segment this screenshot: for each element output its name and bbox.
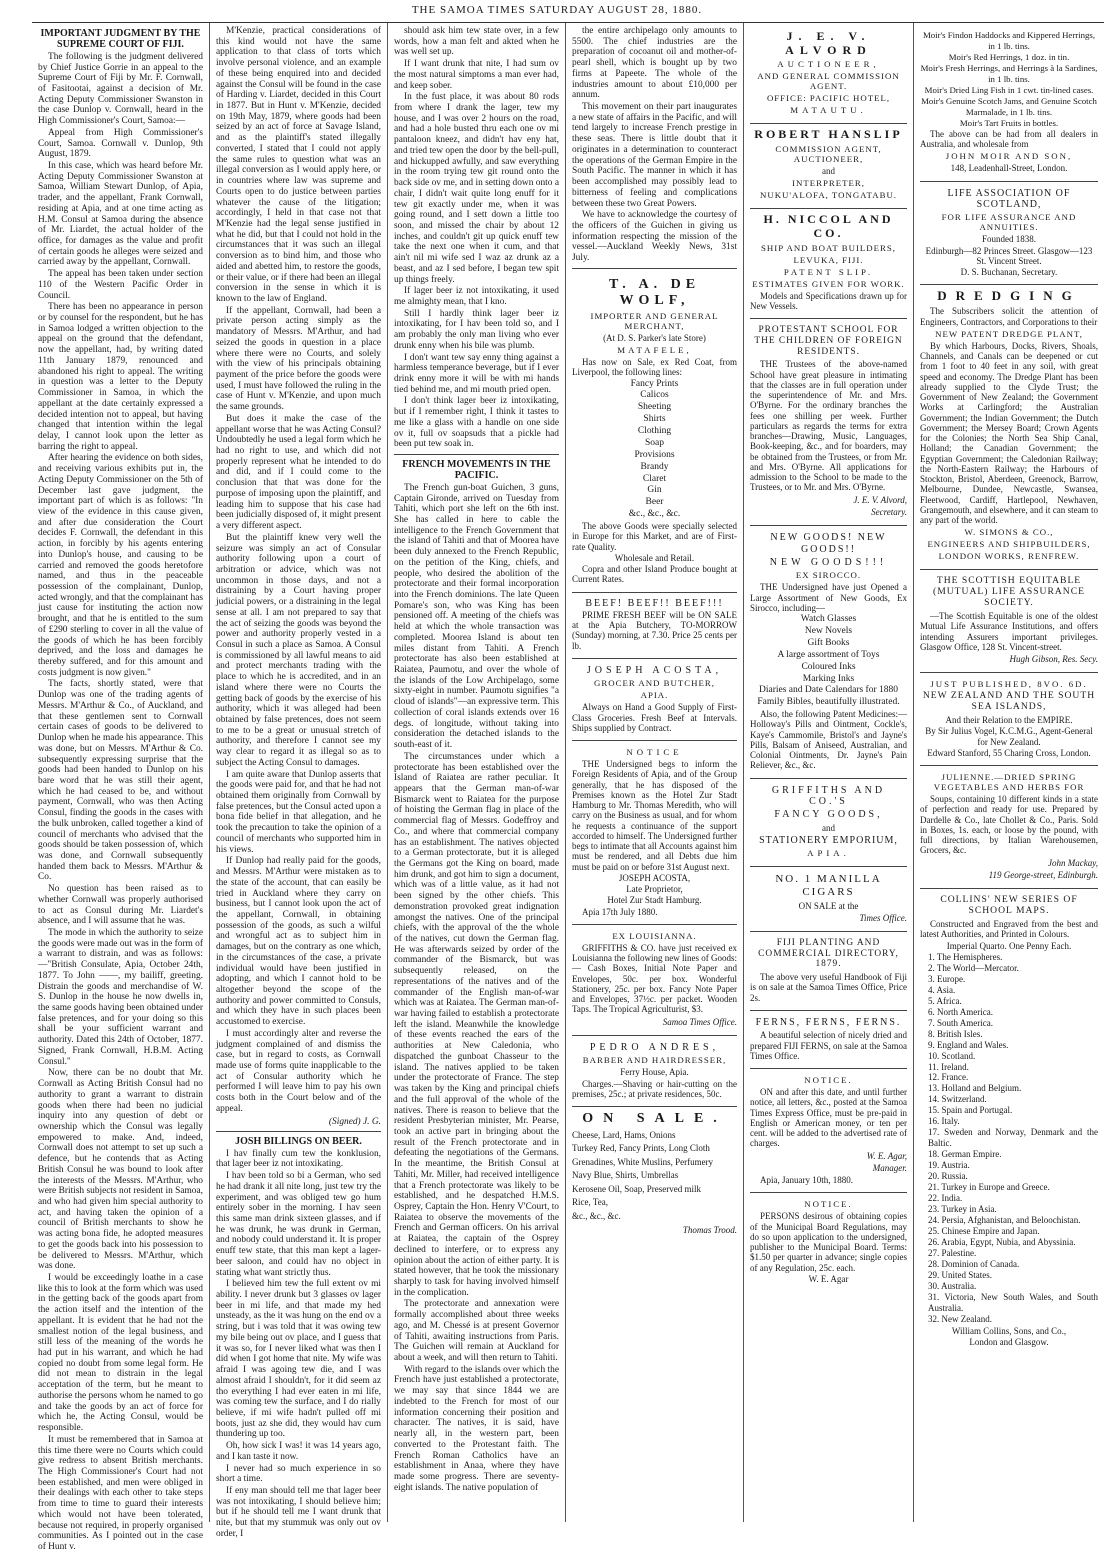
- ad-just-published: [920, 673, 1098, 766]
- paragraph: No question has been raised as to whether Cornwall was properly authorised to act as Consul during Mr. Liardet's absence, and I will assume that he was.: [38, 884, 203, 927]
- ad-published-pub: Edward Stanford, 55 Charing Cross, London.: [927, 747, 1091, 758]
- list-item: Cheese, Lard, Hams, Onions: [572, 1129, 676, 1140]
- notice-acosta-title: NOTICE: [626, 747, 683, 758]
- article-body-billings: [216, 1149, 381, 1540]
- list-item: 18. German Empire.: [928, 1149, 1002, 1160]
- list-item: A large assortment of Toys: [777, 649, 880, 660]
- ad-alvord-role: AUCTIONEER,: [777, 59, 880, 70]
- list-item: 14. Switzerland.: [928, 1094, 987, 1105]
- ad-moir-note: The above can be had from all dealers in Australia, and wholesale from: [920, 128, 1098, 150]
- ad-hanslip-name: ROBERT HANSLIP: [754, 127, 903, 142]
- list-item: 16. Italy.: [928, 1116, 960, 1127]
- ad-acosta-role: GROCER AND BUTCHER,: [594, 678, 715, 689]
- list-item: 15. Spain and Portugal.: [928, 1105, 1013, 1116]
- paragraph: In the fust place, it was about 80 rods from where I drank the lager, tew my house, and I was over 2 hours on the road, and had a hole busted thru each one ov mi pantaloon kneez, and didn't hav eny hat, and tried tew open the door by the bell-pull, and hickupped awfully, and saw everything in the room trying tew git round onto the back side ov me, and in setting down onto a chair, I didn't wait quite long enuff for it tew git exactly under me, when it was going round, and I sett down a little too soon, and missed the chair by about 12 inches, and couldn't git up quick enuff tew take the next one when it cum, and that ain't nil mi wife sed I waz az drunk az a beast, and az I sed before, I began tew spit up things freely.: [394, 92, 559, 285]
- list-item: Fancy Prints: [630, 378, 679, 389]
- ad-julienne-title: JULIENNE.—DRIED SPRING VEGETABLES AND HERBS FOR: [933, 772, 1085, 793]
- paragraph: After hearing the evidence on both sides, and receiving various exhibits put in, the Acting Deputy Commissioner on the 5th of December last gave judgment, the important part of which is as follows: "In view of the evidence in this cause given, and after due consideration the Court decides F. Cornwall, the defendant in this action, in forcibly by his agents entering into Dunlop's house, and causing to be carried and removed the goods heretofore named, and thus in the peaceable possession of the complainant, Dunlop, acted wrongly, and that the complainant has just cause for instituting the action now brought, and that he is entitled to the sum of £290 sterling to cover in all the value of the goods of which he has been forcibly deprived, and the loss and damages he thereby suffered, and for this amount and costs judgment is now given.": [38, 453, 203, 678]
- ad-pedro-place: Ferry House, Apia.: [620, 1067, 689, 1078]
- ad-school-sign2: Secretary.: [871, 506, 907, 517]
- notice-postage-date: Apia, January 10th, 1880.: [760, 1175, 853, 1186]
- ad-new-goods: [750, 526, 907, 778]
- ad-on-sale-items: [572, 1129, 737, 1224]
- ad-moir: [920, 26, 1098, 182]
- list-item: &c., &c., &c.: [572, 1210, 621, 1221]
- list-item: Sheeting: [637, 402, 672, 413]
- paragraph: I never had so much experience in so short a time.: [216, 1463, 381, 1485]
- divider: [216, 1131, 381, 1132]
- ad-de-wolf: [572, 273, 737, 593]
- ad-on-sale-title: ON SALE.: [582, 1111, 727, 1127]
- ad-life-title: LIFE ASSOCIATION OF SCOTLAND,: [947, 187, 1071, 211]
- list-item: 12. France.: [928, 1072, 969, 1083]
- notice-postage-title: NOTICE.: [804, 1075, 853, 1086]
- paragraph: The mode in which the authority to seize the goods were made out was in the form of a warrant to distrain, and was as follows:—"British Consulate, Apia, October 24th, 1877. To John ——, my bailiff, greeting. Distrain the goods and merchandise of W. S. Dunlop in the house he now dwells in, the same goods having been obtained under false pretences, and for your doing so this shall be your sufficient warrant and authority. Dated this 24th of October, 1877. Signed, Frank Cornwall, H.B.M. Acting Consul.": [38, 928, 203, 1067]
- divider: [572, 268, 737, 269]
- paragraph: I don't want tew say enny thing against a harmless temperance beverage, but if I ever drink enny more it will be with mi hands tied behind me, and mi mouth pried open.: [394, 352, 559, 395]
- ad-niccol: [750, 209, 907, 319]
- paragraph: I believed him tew the full extent ov mi ability. I never drunk but 3 glasses ov lager beer in mi life, and that made my hed unsteady, as the it was hung on the end ov a string, but i was told that it was owing tew my bile being out ov place, and I guess that it was so, for I never liked what was then I did when I got home that nite. My wife was afraid I was agoing tew die, and I was almost afraid I shouldn't, for it did seem az tho everything I had ever eaten in mi life, was coming tew the surface, and I do rially believe, if mi wife hadn't pulled off mi boots, just az she did, they would hav cum thundering up too.: [216, 1279, 381, 1440]
- list-item: Beer: [645, 497, 664, 508]
- ad-school-body: THE Trustees of the above-named School have great pleasure in intimating that the classes are in full operation under the superintendence of Mr. and Mrs. O'Byrne. For the ordinary branches the fees one shilling per week. Further particulars as regards the terms for extra branches—Drawing, Music, Languages, Book-keeping, &c., and for boarders, may be obtained from the Trustees, or from Mr. and Mrs. O'Byrne. All applications for admission to the School to be made to the Trustees, or to Mr. and Mrs. O'Byrne.: [750, 359, 907, 493]
- ad-ferns-title: FERNS, FERNS, FERNS.: [755, 1016, 902, 1028]
- notice-regulations-sign: W. E. Agar: [808, 1273, 849, 1284]
- list-item: Calicos: [640, 390, 669, 401]
- list-item: 20. Russia.: [928, 1171, 968, 1182]
- ad-dredging-body: By which Harbours, Docks, Rivers, Shoals, Channels, and Canals can be deepened or cut from 1 foot to 40 feet in any soil, with great speed and economy. The Dredge Plant has been already supplied to the Clyde Trust; the Government of New Zealand; the Government Works at Carlingford; the Australian Government; the Indian Government; the Dutch Government; the Mersey Board; Crown Agents for the Colonies; the North Sea Ship Canal, Holland; the Canadian Government; the Egyptian Government; the Caledonian Railway; the North-Eastern Railway; the Harbours of Stockton, Bristol, Aberdeen, Greenock, Barrow, Melbourne, Dundee, Newcastle, Swansea, Fleetwood, Cardiff, Hartlepool, Newhaven, Grangemouth, and elsewhere, and it can steam to any part of the world.: [920, 340, 1098, 526]
- ad-published-author: By Sir Julius Vogel, K.C.M.G., Agent-General for New Zealand.: [925, 726, 1093, 747]
- ad-hanslip-role: COMMISSION AGENT, AUCTIONEER,: [775, 144, 882, 165]
- ad-julienne-body: Soups, containing 10 different kinds in a state of perfection and ready for use. Prepared by Dardelle & Co., late Chollet & Co., Paris. Sold in Boxes, 1s. each, or loose by the pound, with full directions, by Italian Warehousemen, Grocers, &c.: [920, 794, 1098, 856]
- ad-beef-headline: BEEF! BEEF!! BEEF!!!: [585, 597, 724, 609]
- ad-directory-title: FIJI PLANTING AND COMMERCIAL DIRECTORY, 1879.: [758, 938, 899, 970]
- list-item: 17. Sweden and Norway, Denmark and the Baltic.: [928, 1127, 1098, 1149]
- ad-cigars-title: NO. 1 MANILLA CIGARS: [775, 873, 882, 899]
- notice-regulations: [750, 1193, 907, 1284]
- ad-griffiths-line2: FANCY GOODS,: [774, 809, 883, 821]
- list-item: Moir's Red Herrings, 1 doz. in tin.: [948, 51, 1070, 62]
- notice-acosta-sign3: Hotel Zur Stadt Hamburg.: [607, 895, 702, 906]
- newspaper-page: [32, 22, 1104, 1552]
- ad-new-goods-also: Also, the following Patent Medicines:—Holloway's Pills and Ointment, Cockle's, Kaye's Cammomile, Bristol's and Jayne's Pills, Balsam of Aniseed, Australian, and Colonial Ointments, Dr. Jayne's Pain Reliever, &c., &c.: [750, 709, 907, 771]
- notice-regulations-title: NOTICE.: [804, 1199, 853, 1210]
- notice-postage-sign: W. E. Agar,: [866, 1150, 907, 1161]
- article-body-french: [394, 483, 559, 1494]
- list-item: 7. South America.: [928, 1017, 993, 1028]
- paragraph: The following is the judgment delivered by Chief Justice Gorrie in an appeal to the Supreme Court of Fiji by Mr. F. Cornwall, of Fasitootai, against a decision of Mr. Acting Deputy Commissioner Swanston in the case Dunlop v. Cornwall, heard in the High Commissioner's Court, Samoa:—: [38, 51, 203, 127]
- ad-julienne-addr: 119 George-street, Edinburgh.: [988, 869, 1098, 880]
- divider: [394, 454, 559, 455]
- list-item: 29. United States.: [928, 1269, 992, 1280]
- list-item: 25. Chinese Empire and Japan.: [928, 1226, 1040, 1237]
- list-item: 22. India.: [928, 1193, 963, 1204]
- ad-collins-title: COLLINS' NEW SERIES OF SCHOOL MAPS.: [940, 894, 1078, 917]
- list-item: 13. Holland and Belgium.: [928, 1083, 1022, 1094]
- ad-acosta-body: Always on Hand a Good Supply of First-Class Groceries. Fresh Beef at Intervals. Ships supplied by Contract.: [572, 702, 737, 733]
- ad-de-wolf-terms: Wholesale and Retail.: [614, 552, 695, 563]
- ad-equitable-title: THE SCOTTISH EQUITABLE (MUTUAL) LIFE ASSURANCE SOCIETY.: [933, 575, 1085, 609]
- ad-dredging-role: ENGINEERS AND SHIPBUILDERS,: [927, 539, 1091, 550]
- list-item: 5. Africa.: [928, 995, 962, 1006]
- ad-griffiths-line3: STATIONERY EMPORIUM,: [759, 835, 898, 847]
- ad-equitable-body: —The Scottish Equitable is one of the oldest Mutual Life Assurance Institutions, and offers intending Assurers important privileges. Glasgow Office, 128 St. Vincent-street.: [920, 611, 1098, 652]
- judgment-signature: (Signed) J. G.: [328, 1116, 381, 1127]
- ad-new-goods-items: [750, 614, 907, 709]
- list-item: 28. Dominion of Canada.: [928, 1258, 1020, 1269]
- notice-regulations-body: PERSONS desirous of obtaining copies of the Municipal Board Regulations, may do so upon application to the undersigned, publisher to the Municipal Board. Terms: $1.50 per quarter in advance; single copies of any Regulation, 25c. each.: [750, 1211, 907, 1273]
- masthead: THE SAMOA TIMES SATURDAY AUGUST 28, 1880.: [411, 4, 703, 16]
- article-title-french: FRENCH MOVEMENTS IN THE PACIFIC.: [402, 459, 551, 482]
- article-body-judgment-cont: [216, 26, 381, 1115]
- list-item: 3. Europe.: [928, 973, 966, 984]
- paragraph: Oh, how sick I was! it was 14 years ago, and I kan taste it now.: [216, 1441, 381, 1462]
- ad-cigars-sign: Times Office.: [859, 912, 907, 923]
- list-item: 9. England and Wales.: [928, 1039, 1009, 1050]
- article-title-billings: JOSH BILLINGS ON BEER.: [235, 1136, 362, 1148]
- ad-dredging-plant: NEW PATENT DREDGE PLANT,: [935, 328, 1083, 339]
- ad-de-wolf-items: [572, 379, 737, 522]
- ad-niccol-slip: PATENT SLIP.: [783, 266, 874, 277]
- french-article-end-1: the entire archipelago only amounts to 5500. The chief industries are the preparation of cocoanut oil and mother-of-pearl shell, which is bought up by two firms at Papeete. The whole of the industries amount to about £10,000 per annum.: [572, 26, 737, 101]
- ad-new-goods-sub: EX SIROCCO.: [795, 570, 862, 581]
- paragraph: The circumstances under which a protectorate has been established over the Island of Raiatea are rather peculiar. It appears that the German man-of-war Bismarck went to Raiatea for the purpose of hoisting the German flag in place of the commercial flag of Messrs. Godeffroy and Co., and where that commercial company has an establishment. The natives objected to a German protectorate, but it is alleged the Germans got the King on board, made him drunk, and got him to sign a document, which was of a little value, as it had not been signed by the other chiefs. This demonstration provoked great indignation amongst the natives. One of the principal chiefs, with the approval of the the whole of the natives, cut down the German flag. He was afterwards seized by order of the commander of the Bismarck, but was subsequently released, on the representations of the natives and of the commander of the English man-of-war which was at Raiatea. The German man-of-war having failed to establish a protectorate left the island. Meanwhile the knowledge of these events reached the ears of the authorities at New Caledonia, who dispatched the gunboat Chasseur to the island. The natives applied to be taken under the protectorate of France. The step was taken by the King and principal chiefs and the full approval of the whole of the natives. There is reason to believe that the resident Presbyterian minister, Mr. Pearse, took an active part in bringing about the result of the French protectorate and in defeating the negotiations of the Germans. In the meantime, the British Consul at Tahiti, Mr. Miller, had received intelligence that a French protectorate was likely to be established, and he despatched H.M.S. Osprey, Captain the Hon. Henry V'Court, to Raiatea to observe the movements of the French and German officers. On his arrival at Raiatea, the captain of the Osprey declined to interfere, or to express any opinion about the action of either party. It is stated however, that he took the missionary sharply to task for having involved himself in the complication.: [394, 751, 559, 1298]
- paragraph: I hav finally cum tew the konklusion, that lager beer iz not intoxikating.: [216, 1148, 381, 1170]
- notice-acosta-date: Apia 17th July 1880.: [582, 906, 658, 917]
- ad-hanslip-and: and: [822, 166, 835, 177]
- list-item: New Novels: [804, 626, 853, 637]
- paragraph: The French gun-boat Guichen, 3 guns, Captain Gironde, arrived on Tuesday from Tahiti, which port she left on the 6th inst. She has called in here to cable the intelligence to the French Government that the island of Tahiti and that of Moorea have been duly annexed to the French Republic, on the petition of the King, chiefs, and people, who desired the abolition of the protectorate and their formal incorporation into the French dominions. The late Queen Pomare's son, who was King has been pensioned off. A meeting of the chiefs was held at which the whole transaction was completed. Moorea Island is about ten miles distant from Tahiti. A French protectorate has also been established at Raiatea, Paumotu, and over the whole of the islands of the Low Archipelago, some sixty-eight in number. Paumotu signifies "a cloud of islands"—an expressive term. This collection of coral islands extends over 16 degs. of longitude, without taking into consideration the detached islands to the south-east of it.: [394, 482, 559, 751]
- ad-griffiths: [750, 779, 907, 868]
- ad-new-goods-intro: THE Undersigned have just Opened a Large Assortment of New Goods, Ex Sirocco, including—: [750, 582, 907, 613]
- paragraph: I would be exceedingly loathe in a case like this to look at the form which was used in the getting back of the goods apart from the action itself and the intention of the appellant. It is evident that he had not the smallest notion of the legal business, and still less of the meaning of the words he had put in his warrant, and which he had copied no doubt from some legal form. He did not mean to distrain in the legal acceptation of the term, but he meant to authorise the persons whom he named to go and take the goods by an act of force for which he, the Acting Consul, would be responsible.: [38, 1273, 203, 1434]
- list-item: 31. Victoria, New South Wales, and South Australia.: [928, 1291, 1098, 1313]
- ad-published-book: NEW ZEALAND AND THE SOUTH SEA ISLANDS,: [922, 690, 1096, 713]
- paragraph: Appeal from High Commissioner's Court, Samoa. Cornwall v. Dunlop, 9th August, 1879.: [38, 127, 203, 160]
- article-body-judgment: [38, 52, 203, 1553]
- ad-hanslip-place: NUKU'ALOFA, TONGATABU.: [760, 190, 897, 201]
- list-item: Moir's Tart Fruits in bottles.: [959, 117, 1059, 128]
- list-item: Clothing: [637, 426, 672, 437]
- ad-julienne: [920, 766, 1098, 889]
- paragraph: I hav been told so bi a German, who sed he had drank it all nite long, just tew try the experiment, and was obliged tew go hum entirely sober in the morning. I hav seen this same man drink sixteen glasses, and if he was drunk, he was drunk in German, and nobody could understand it. It is proper enuff tew state, that this man kept a lager-beer saloon, and could hav no object in stating what want strictly thus.: [216, 1171, 381, 1278]
- ad-collins-map-list: [920, 952, 1098, 1325]
- ad-school-title: PROTESTANT SCHOOL FOR THE CHILDREN OF FOREIGN RESIDENTS.: [754, 325, 903, 357]
- list-item: Claret: [642, 473, 667, 484]
- paragraph: There has been no appearance in person or by counsel for the respondent, but he has in Samoa lodged a written objection to the appeal on the ground that the defendant, now the appellant, had, by writing dated 11th January 1879, renounced and abandoned his right to appeal. The writing in question was a letter to the Deputy Commissioner in Samoa, in which the appellant at the date certainly expressed a decided intention not to appeal, but having changed that intention within the legal delay, I cannot look upon the letter as barring the right to appeal.: [38, 302, 203, 452]
- ad-de-wolf-address: (At D. S. Parker's late Store): [603, 332, 706, 343]
- ad-life-association: [920, 182, 1098, 286]
- ad-griffiths-place: APIA.: [807, 848, 850, 859]
- ad-moir-items: [920, 30, 1098, 129]
- list-item: Grenadines, White Muslins, Perfumery: [572, 1156, 714, 1167]
- ad-cigars: [750, 867, 907, 932]
- ad-collins-addr: London and Glasgow.: [969, 1337, 1049, 1347]
- ad-de-wolf-place: MATAFELE,: [617, 345, 692, 355]
- ad-dredging-intro: The Subscribers solicit the attention of Engineers, Contractors, and Corporations to their: [920, 306, 1098, 327]
- paragraph: I am quite aware that Dunlop asserts that the goods were paid for, and that he had not obtained them originally from Cornwall by false pretences, but the Consul acted upon a bona fide belief in that allegation, and he took the precaution to take the opinion of a council of merchants who supported him in his views.: [216, 769, 381, 855]
- ad-hanslip: [750, 124, 907, 209]
- list-item: Moir's Dried Ling Fish in 1 cwt. tin-lined cases.: [924, 84, 1094, 95]
- notice-acosta-sign2: Late Proprietor,: [626, 884, 683, 895]
- ad-directory-body: The above very useful Handbook of Fiji is on sale at the Samoa Times Office, Price 2s.: [750, 972, 907, 1003]
- list-item: Diaries and Date Calendars for 1880: [758, 685, 899, 696]
- ad-acosta: [572, 659, 737, 741]
- list-item: 6. North America.: [928, 1006, 993, 1017]
- paragraph: The appeal has been taken under section 110 of the Western Pacific Order in Council.: [38, 269, 203, 301]
- ad-de-wolf-role: IMPORTER AND GENERAL MERCHANT,: [590, 310, 719, 331]
- ad-moir-addr: 148, Leadenhall-Street, London.: [950, 163, 1068, 174]
- list-item: 32. New Zealand.: [928, 1313, 992, 1324]
- list-item: 19. Austria.: [928, 1160, 970, 1171]
- ad-cigars-body: ON SALE at the: [798, 900, 859, 911]
- list-item: Gift Books: [807, 637, 850, 648]
- french-article-end-3: We have to acknowledge the courtesy of the officers of the Guichen in giving us information respecting the mission of the vessel.—Auckland Weekly News, 31st July.: [572, 210, 737, 264]
- list-item: Coloured Inks: [801, 661, 856, 672]
- ad-de-wolf-note: The above Goods were specially selected in Europe for this Market, and are of First-rate Quality.: [572, 521, 737, 552]
- ad-moir-firm: JOHN MOIR AND SON,: [945, 151, 1073, 162]
- list-item: Moir's Genuine Scotch Jams, and Genuine Scotch Marmalade, in 1 lb. tins.: [921, 95, 1097, 117]
- column-3: [388, 23, 566, 1522]
- column-2: [210, 23, 388, 1539]
- list-item: Provisions: [634, 449, 675, 460]
- column-5: [744, 23, 914, 1522]
- ad-life-addr: Edinburgh—82 Princes Street. Glasgow—123 St. Vincent Street.: [925, 245, 1093, 266]
- paragraph: If I want drunk that nite, I had sum ov the most natural simptoms a man ever had, and keep sober.: [394, 59, 559, 91]
- ad-on-sale: [572, 1107, 737, 1236]
- ad-niccol-name: H. NICCOL AND CO.: [763, 212, 894, 241]
- list-item: 27. Palestine.: [928, 1247, 977, 1258]
- column-4: [566, 23, 744, 1522]
- ad-life-sign: D. S. Buchanan, Secretary.: [960, 267, 1058, 278]
- list-item: 8. British Isles.: [928, 1028, 983, 1039]
- ad-pedro-role: BARBER AND HAIRDRESSER,: [582, 1055, 727, 1066]
- ad-dredging-addr: LONDON WORKS, RENFREW.: [938, 551, 1080, 562]
- ad-louisianna: [572, 925, 737, 1036]
- ad-niccol-models: Models and Specifications drawn up for New Vessels.: [750, 290, 907, 312]
- ad-collins-size: Imperial Quarto. One Penny Each.: [946, 940, 1072, 951]
- ad-acosta-name: JOSEPH ACOSTA,: [586, 664, 723, 676]
- ad-collins-firm: William Collins, Sons, and Co.,: [951, 1325, 1067, 1336]
- article-title-judgment: IMPORTANT JUDGMENT BY THE SUPREME COURT OF FIJI.: [40, 28, 201, 51]
- notice-acosta-sign: JOSEPH ACOSTA,: [618, 872, 691, 883]
- list-item: Soap: [645, 437, 664, 448]
- ad-griffiths-name: GRIFFITHS AND CO.'S: [771, 784, 886, 808]
- list-item: Gin: [647, 485, 662, 496]
- ad-ferns: [750, 1011, 907, 1069]
- ad-niccol-est: ESTIMATES GIVEN FOR WORK.: [752, 278, 905, 289]
- list-item: &c., &c., &c.: [628, 509, 681, 520]
- list-item: Shirts: [643, 414, 666, 425]
- article-body-billings-cont: [394, 26, 559, 450]
- paragraph: If the appellant, Cornwall, had been a private person acting simply as the mandatory of Messrs. M'Arthur, and had seized the goods in question in a place where there were no Courts, and solely with the view of his principals obtaining payment of the price before the goods were used, I must have followed the ruling in the case of Hunt v. M'Kenzie, and upon much the same grounds.: [216, 305, 381, 413]
- ad-scottish-equitable: [920, 570, 1098, 673]
- list-item: Moir's Findon Haddocks and Kippered Herrings, in 1 lb. tins.: [922, 30, 1096, 51]
- list-item: 4. Asia.: [928, 984, 956, 995]
- ad-school: [750, 319, 907, 526]
- paragraph: M'Kenzie, practical considerations of this kind would not have the same application to that class of torts which involve personal violence, and an example of these being enquired into and decided against the Consul will be found in the case of Harding v. Liardet, decided in this Court in 1877. But in Hunt v. M'Kenzie, decided on 19th May, 1879, where goods had been seized by an act of force at Savage Island, and as the plaintiff's stated illegally converted, I stated that I could not apply the same rules to question what was an illegal conversion as I would apply here, or in countries where law was supreme and Courts open to do justice between parties whatever the cause of the litigation; accordingly, I held in that case not that M'Kenzie had the legal sense justified in what he did, but that I could not hold in the circumstances that it was such an illegal conversion as to bind him, and those who aided and abetted him, to restore the goods, or their value, or if there had been an illegal conversion in the sense in which it is known to the law of England.: [216, 26, 381, 304]
- paragraph: With regard to the islands over which the French have just established a protectorate, we may say that since 1844 we are indebted to the French for most of our information concerning their position and character. The natives, it is said, have nearly all, in the western part, been converted to the Protestant faith. The French Roman Catholics have an establishment in Anaa, where they have made some progress. There are seventy-eight islands. The native population of: [394, 1364, 559, 1493]
- ad-published-title: JUST PUBLISHED, 8VO. 6D.: [930, 679, 1088, 690]
- list-item: Turkey Red, Fancy Prints, Long Cloth: [572, 1143, 710, 1154]
- ad-pedro-body: Charges.—Shaving or hair-cutting on the premises, 25c.; at private residences, 50c.: [572, 1078, 737, 1099]
- ad-published-sub: And their Relation to the EMPIRE.: [945, 715, 1073, 726]
- ad-louisianna-title: EX LOUISIANNA.: [612, 930, 697, 941]
- ad-new-goods-title: NEW GOODS! NEW GOODS!!: [770, 532, 887, 555]
- ad-louisianna-body: GRIFFITHS & CO. have just received ex Louisianna the following new lines of Goods:— Cash Boxes, Initial Note Paper and Envelopes, 50c. per box. Wonderful Stationery, 25c. per box. Fancy Note Paper and Envelopes, 37½c. per packet. Wooden Taps. The Tropical Agriculturist, $3.: [572, 942, 737, 1015]
- french-article-end-2: This movement on their part inaugurates a new state of affairs in the Pacific, and will tend largely to increase French prestige in these seas. There is little doubt that it originates in a determination to counteract the operations of the German Empire in the South Pacific. The manner in which it has been accomplished may possibly lead to bitterness of feeling and complications between these two Great Powers.: [572, 102, 737, 209]
- list-item: Marking Inks: [802, 673, 855, 684]
- list-item: Rice, Tea,: [572, 1197, 608, 1208]
- list-item: Kerosene Oil, Soap, Preserved milk: [572, 1183, 701, 1194]
- notice-acosta-body: THE Undersigned begs to inform the Foreign Residents of Apia, and of the Group generally, that he has disposed of the Premises known as the Hotel Zur Stadt Hamburg to Mr. Thomas Meredith, who will carry on the Business as usual, and for whom he requests a continuance of the support accorded to himself. The Undersigned further begs to intimate that all Accounts against him must be rendered, and all Debts due him must be paid on or before 31st August next.: [572, 759, 737, 872]
- list-item: 2. The World—Mercator.: [928, 962, 1019, 973]
- paragraph: should ask him tew state over, in a few words, how a man felt and akted when he was well set up.: [394, 26, 559, 58]
- paragraph: If lager beer iz not intoxikating, it used me almighty mean, that I kno.: [394, 286, 559, 307]
- list-item: Brandy: [640, 461, 669, 472]
- paragraph: I must accordingly alter and reverse the judgment complained of and dismiss the case, but in regard to costs, as Cornwall made use of forms quite inapplicable to the act of Consular authority which he performed I will leave him to pay his own costs both in the Court below and of the appeal.: [216, 1028, 381, 1114]
- ad-hanslip-role2: INTERPRETER,: [792, 178, 865, 189]
- list-item: 30. Australia.: [928, 1280, 977, 1291]
- ad-equitable-sign: Hugh Gibson, Res. Secy.: [1009, 654, 1098, 665]
- ad-alvord-role2: AND GENERAL COMMISSION AGENT.: [757, 71, 900, 92]
- ad-niccol-role: SHIP AND BOAT BUILDERS,: [761, 242, 896, 253]
- ad-alvord-name: J. E. V. ALVORD: [785, 29, 872, 57]
- ad-pedro-name: PEDRO ANDRES,: [589, 1041, 720, 1053]
- ad-life-founded: Founded 1838.: [982, 234, 1036, 245]
- ad-julienne-sign: John Mackay,: [1048, 857, 1098, 868]
- paragraph: But the plaintiff knew very well the seizure was simply an act of Consular authority following upon a court of arbitration or advice, which was not uncommon in those days, and not a distraining by a Court having proper judicial powers, or a distraining in the legal sense at all. I am not prepared to say that the act of seizing the goods was beyond the power and authority properly vested in a Consul in such a place as Samoa. A Consul is commissioned by all lawful means to aid and protect merchants trading with the place to which he is accredited, and in an island where there were no Courts the getting back of goods by the exercise of his authority, which it was alleged had been obtained by false pretences, does not seem to me to be a great or unusual stretch of authority, and therefore I cannot see my way clear to regard it as illegal so as to subject the Acting Consul to damages.: [216, 532, 381, 768]
- notice-postage-body: ON and after this date, and until further notice, all letters, &c., posted at the Samoa Times Express Office, must be pre-paid in English or American money, or ten per cent. will be added to the advertised rate of charges.: [750, 1087, 907, 1149]
- ad-griffiths-and: and: [822, 822, 835, 833]
- ad-on-sale-sign: Thomas Trood.: [682, 1225, 737, 1236]
- paragraph: If Dunlop had really paid for the goods, and Messrs. M'Arthur were mistaken as to the state of the account, that can easily be tried in Auckland where they carry on business, but I cannot look upon the act of the appellant, Cornwall, in obtaining possession of the goods, as such a wilful and wrongful act as to subject him in damages, but on the contrary as one which, in the circumstances of the case, a private individual would have been justified in adopting, and which I cannot hold to be altogether beyond the scope of the authority and power committed to Consuls, and which they have in such places been accustomed to exercise.: [216, 856, 381, 1028]
- ad-school-sign: J. E. V. Alvord,: [853, 494, 907, 505]
- list-item: 11. Ireland.: [928, 1061, 969, 1072]
- list-item: 1. The Hemispheres.: [928, 951, 1003, 962]
- paragraph: The protectorate and annexation were formally accomplished about three weeks ago, and M. Chessé is at present Governor of Tahiti, awaiting instructions from Paris. The Guichen will remain at Auckland for about a week, and will then return to Tahiti.: [394, 1299, 559, 1364]
- paragraph: Still I hardly think lager beer iz intoxikating, for I hav been told so, and I am probably the only man living who ever drunk enny when his bile was plumb.: [394, 308, 559, 351]
- ad-new-goods-title2: NEW GOODS!!!: [769, 557, 888, 568]
- column-6: [914, 23, 1104, 1522]
- paragraph: It must be remembered that in Samoa at this time there were no Courts which could give redress to absent British merchants. The High Commissioner's Court had not been established, and men were obliged in their dealings with each other to take steps from time to time to guard their interests which would not have been tolerated, because not required, in properly organised communities. As I pointed out in the case of Hunt v.: [38, 1434, 203, 1552]
- ad-alvord-place: MATAUTU.: [790, 105, 867, 116]
- ad-collins-maps: [920, 889, 1098, 1347]
- ad-niccol-place: LEVUKA, FIJI.: [793, 254, 864, 265]
- ad-alvord: [750, 26, 907, 124]
- ad-dredging: [920, 285, 1098, 570]
- column-1: [32, 23, 210, 1552]
- paragraph: Now, there can be no doubt that Mr. Cornwall as Acting British Consul had no authority to grant a warrant to distrain goods when there had been no judicial inquiry into any question of debt or ownership which the Consul was legally empowered to make. And, indeed, Cornwall does not attempt to set up such a defence, but he contends that as Acting British Consul he was bound to look after the interests of the Messrs. M'Arthur, who were British subjects not resident in Samoa, and who had given him special authority to act, and having taken the opinion of a council of British merchants to show he was acting bona fide, he adopted measures to get the goods back into his possession to be delivered to Messrs. M'Arthur, which was done.: [38, 1068, 203, 1272]
- ad-collins-intro: Constructed and Engraved from the best and latest Authorities, and Printed in Colours.: [920, 919, 1098, 940]
- ad-dredging-title: DREDGING: [937, 288, 1081, 304]
- list-item: Moir's Fresh Herrings, and Herrings à la Sardines, in 1 lb. tins.: [920, 62, 1098, 84]
- ad-beef-body: PRIME FRESH BEEF will be ON SALE at the Apia Butchery, TO-MORROW (Sunday) morning, at 7.30. Price 25 cents per lb.: [572, 609, 737, 651]
- ad-de-wolf-intro: Has now on Sale, ex Red Coat, from Liverpool, the following lines:: [572, 357, 737, 378]
- ad-de-wolf-copra: Copra and other Island Produce bought at Current Rates.: [572, 564, 737, 585]
- ad-acosta-place: APIA.: [640, 690, 669, 701]
- notice-postage: [750, 1069, 907, 1193]
- paragraph: If eny man should tell me that lager beer was not intoxikating, I should believe him; but if he should tell me I want drunk that nite, but that my stummuk was only out ov order, I: [216, 1485, 381, 1539]
- paragraph: But does it make the case of the appellant worse that he was Acting Consul? Undoubtedly he used a legal form which he had no right to use, and which did not properly represent what he intended to do and did, and if I could come to the conclusion that that was done for the purpose of imposing upon the plaintiff, and leading him to suppose that his case had been judicially disposed of, it might present a very different aspect.: [216, 413, 381, 532]
- list-item: Navy Blue, Shirts, Umbrellas: [572, 1170, 679, 1181]
- list-item: Watch Glasses: [800, 614, 857, 625]
- list-item: 10. Scotland.: [928, 1050, 976, 1061]
- ad-dredging-firm: W. SIMONS & CO.,: [964, 527, 1054, 538]
- list-item: 24. Persia, Afghanistan, and Beloochistan.: [928, 1215, 1081, 1226]
- notice-acosta: [572, 741, 737, 925]
- paragraph: The facts, shortly stated, were that Dunlop was one of the trading agents of Messrs. M'Arthur & Co., of Auckland, and that these gentlemen sent to Cornwall certain cases of goods to be delivered to Dunlop when he made his appearance. This was done, but on Messrs. M'Arthur & Co. subsequently expressing surprise that the goods had been handed to Dunlop on his bare word that he was still their agent, which he had ceased to be, and without payment, Cornwall, who was then Acting Consul, finding the goods in the cases with the bulk unbroken, called together a kind of council of merchants who advised that the goods should be taken possession of, which was done, and Cornwall subsequently handed them back to Messrs. M'Arthur & Co.: [38, 679, 203, 883]
- ad-life-sub: FOR LIFE ASSURANCE AND ANNUITIES.: [941, 212, 1077, 233]
- list-item: 23. Turkey in Asia.: [928, 1204, 997, 1215]
- list-item: 21. Turkey in Europe and Greece.: [928, 1182, 1050, 1193]
- list-item: 26. Arabia, Egypt, Nubia, and Abyssinia.: [928, 1237, 1076, 1247]
- paragraph: In this case, which was heard before Mr. Acting Deputy Commissioner Swanston at Samoa, William Stewart Dunlop, of Apia, trader, and the appellant, Frank Cornwall, residing at Apia, and at one time acting as H.M. Consul at Samoa during the absence of Mr. Liardet, the actual holder of the office, for damages as the value and profit of certain goods he alleges were seized and carried away by the appellant, Cornwall.: [38, 160, 203, 268]
- notice-postage-sign2: Manager.: [872, 1162, 907, 1173]
- paragraph: I don't think lager beer iz intoxikating, but if I remember right, I think it tastes to me like a glass with a handle on one side ov it, full ov soapsuds that a pickle had been put tew soak in.: [394, 396, 559, 450]
- ad-pedro: [572, 1036, 737, 1107]
- list-item: Family Bibles, beautifully illustrated.: [757, 697, 900, 708]
- ad-beef: [572, 593, 737, 659]
- ad-louisianna-sign: Samoa Times Office.: [662, 1016, 737, 1027]
- ad-directory: [750, 932, 907, 1011]
- ad-de-wolf-name: T. A. DE WOLF,: [608, 276, 701, 308]
- ad-ferns-body: A beautiful selection of nicely dried and prepared FIJI FERNS, on sale at the Samoa Times Office.: [750, 1030, 907, 1061]
- ad-alvord-office: OFFICE: PACIFIC HOTEL,: [766, 93, 891, 104]
